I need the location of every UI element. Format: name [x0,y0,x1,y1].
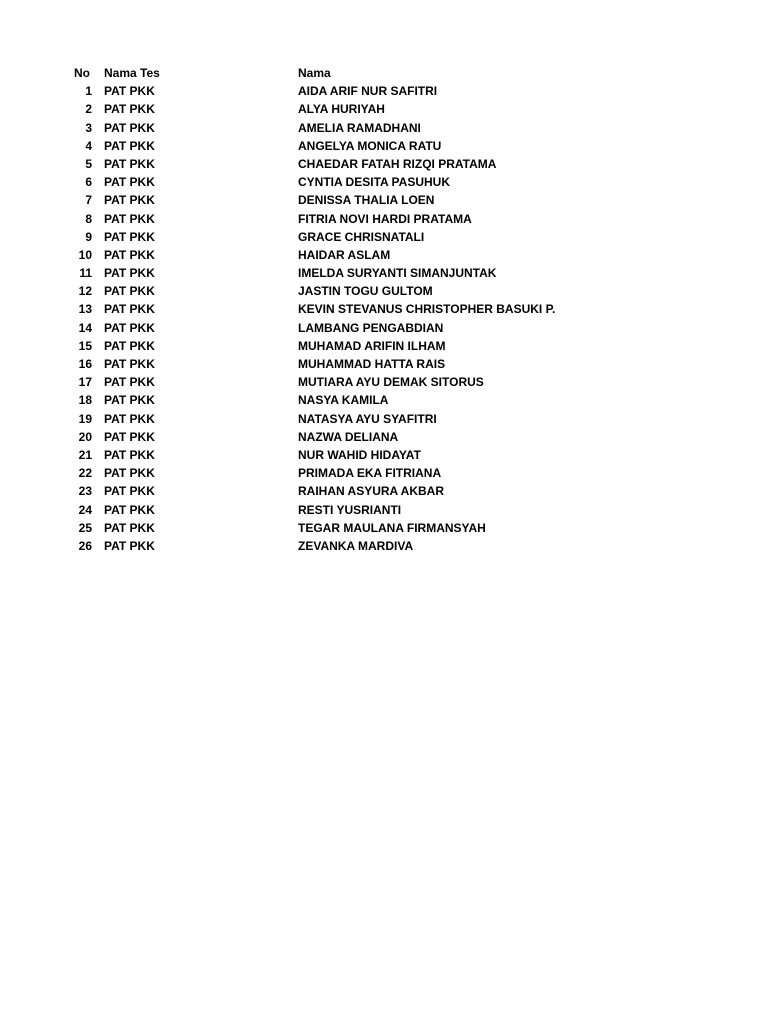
table-row [0,137,768,155]
row-test-name: PAT PKK [104,247,155,262]
row-participant-name: NAZWA DELIANA [298,429,399,444]
row-test-name: PAT PKK [104,320,155,335]
row-test-name: PAT PKK [104,156,155,171]
row-number: 20 [78,429,92,444]
table-row [0,173,768,191]
table-row [0,82,768,100]
table-row [0,337,768,355]
row-participant-name: MUHAMAD ARIFIN ILHAM [298,338,446,353]
table-row [0,300,768,318]
table-body [0,82,768,555]
table-row [0,537,768,555]
row-test-name: PAT PKK [104,266,155,281]
row-number: 6 [85,175,92,190]
row-test-name: PAT PKK [104,302,155,317]
row-participant-name: GRACE CHRISNATALI [298,229,425,244]
row-test-name: PAT PKK [104,411,155,426]
row-test-name: PAT PKK [104,538,155,553]
table-row [0,246,768,264]
row-number: 13 [78,302,92,317]
header-no: No [74,66,90,80]
header-test-name: Nama Tes [104,66,160,80]
row-test-name: PAT PKK [104,102,155,117]
row-participant-name: HAIDAR ASLAM [298,247,391,262]
row-test-name: PAT PKK [104,429,155,444]
header-name: Nama [298,66,331,80]
row-number: 12 [78,284,92,299]
table-row [0,155,768,173]
row-number: 9 [85,229,92,244]
table-row [0,464,768,482]
row-participant-name: FITRIA NOVI HARDI PRATAMA [298,211,472,226]
row-number: 14 [78,320,92,335]
row-number: 26 [78,538,92,553]
row-number: 16 [78,357,92,371]
table-row [0,282,768,300]
row-number: 8 [85,211,92,226]
row-test-name: PAT PKK [104,484,155,499]
row-participant-name: NATASYA AYU SYAFITRI [298,411,437,426]
row-test-name: PAT PKK [104,447,155,462]
table-row [0,482,768,500]
row-participant-name: ZEVANKA MARDIVA [298,538,414,553]
row-participant-name: RESTI YUSRIANTI [298,502,402,517]
row-participant-name: CYNTIA DESITA PASUHUK [298,175,451,190]
row-number: 7 [85,193,92,208]
row-test-name: PAT PKK [104,502,155,517]
row-number: 3 [85,120,92,135]
row-participant-name: PRIMADA EKA FITRIANA [298,466,442,481]
row-number: 1 [85,84,92,99]
row-participant-name: IMELDA SURYANTI SIMANJUNTAK [298,266,497,281]
table-row [0,428,768,446]
row-test-name: PAT PKK [104,175,155,190]
row-test-name: PAT PKK [104,520,155,535]
row-test-name: PAT PKK [104,211,155,226]
row-participant-name: ANGELYA MONICA RATU [298,138,442,153]
row-test-name: PAT PKK [104,229,155,244]
row-test-name: PAT PKK [104,193,155,208]
row-test-name: PAT PKK [104,138,155,153]
row-number: 10 [78,247,92,262]
row-participant-name: RAIHAN ASYURA AKBAR [298,484,444,499]
row-participant-name: ALYA HURIYAH [298,102,385,117]
row-participant-name: TEGAR MAULANA FIRMANSYAH [298,520,486,535]
row-test-name: PAT PKK [104,284,155,299]
row-test-name: PAT PKK [104,466,155,481]
row-number: 17 [78,375,92,390]
row-participant-name: NUR WAHID HIDAYAT [298,447,421,462]
row-number: 15 [78,338,92,353]
row-number: 24 [78,502,92,517]
row-number: 18 [78,393,92,408]
row-number: 23 [78,484,92,499]
table-row [0,319,768,337]
row-participant-name: MUTIARA AYU DEMAK SITORUS [298,375,484,390]
row-number: 2 [85,102,92,117]
row-test-name: PAT PKK [104,120,155,135]
row-participant-name: NASYA KAMILA [298,393,389,408]
row-participant-name: JASTIN TOGU GULTOM [298,284,433,299]
row-participant-name: MUHAMMAD HATTA RAIS [298,357,446,371]
row-participant-name: DENISSA THALIA LOEN [298,193,435,208]
table-row [0,264,768,282]
row-number: 22 [78,466,92,481]
table-row [0,228,768,246]
table-row [0,210,768,228]
table-row [0,501,768,519]
participant-table [0,64,768,555]
row-number: 21 [78,447,92,462]
table-row [0,446,768,464]
table-row [0,391,768,409]
table-row [0,519,768,537]
row-test-name: PAT PKK [104,357,155,371]
row-number: 11 [79,266,92,281]
row-test-name: PAT PKK [104,84,155,99]
row-participant-name: LAMBANG PENGABDIAN [298,320,444,335]
row-test-name: PAT PKK [104,338,155,353]
table-row [0,373,768,391]
row-number: 25 [78,520,92,535]
table-row [0,355,768,373]
table-header-row [0,64,768,82]
table-row [0,410,768,428]
table-row [0,119,768,137]
row-test-name: PAT PKK [104,393,155,408]
row-participant-name: AMELIA RAMADHANI [298,120,421,135]
row-participant-name: CHAEDAR FATAH RIZQI PRATAMA [298,156,497,171]
row-participant-name: AIDA ARIF NUR SAFITRI [298,84,438,99]
table-row [0,191,768,209]
row-number: 19 [78,411,92,426]
row-participant-name: KEVIN STEVANUS CHRISTOPHER BASUKI P. [298,302,556,317]
table-row [0,100,768,118]
row-number: 4 [85,138,92,153]
row-number: 5 [85,156,92,171]
row-test-name: PAT PKK [104,375,155,390]
